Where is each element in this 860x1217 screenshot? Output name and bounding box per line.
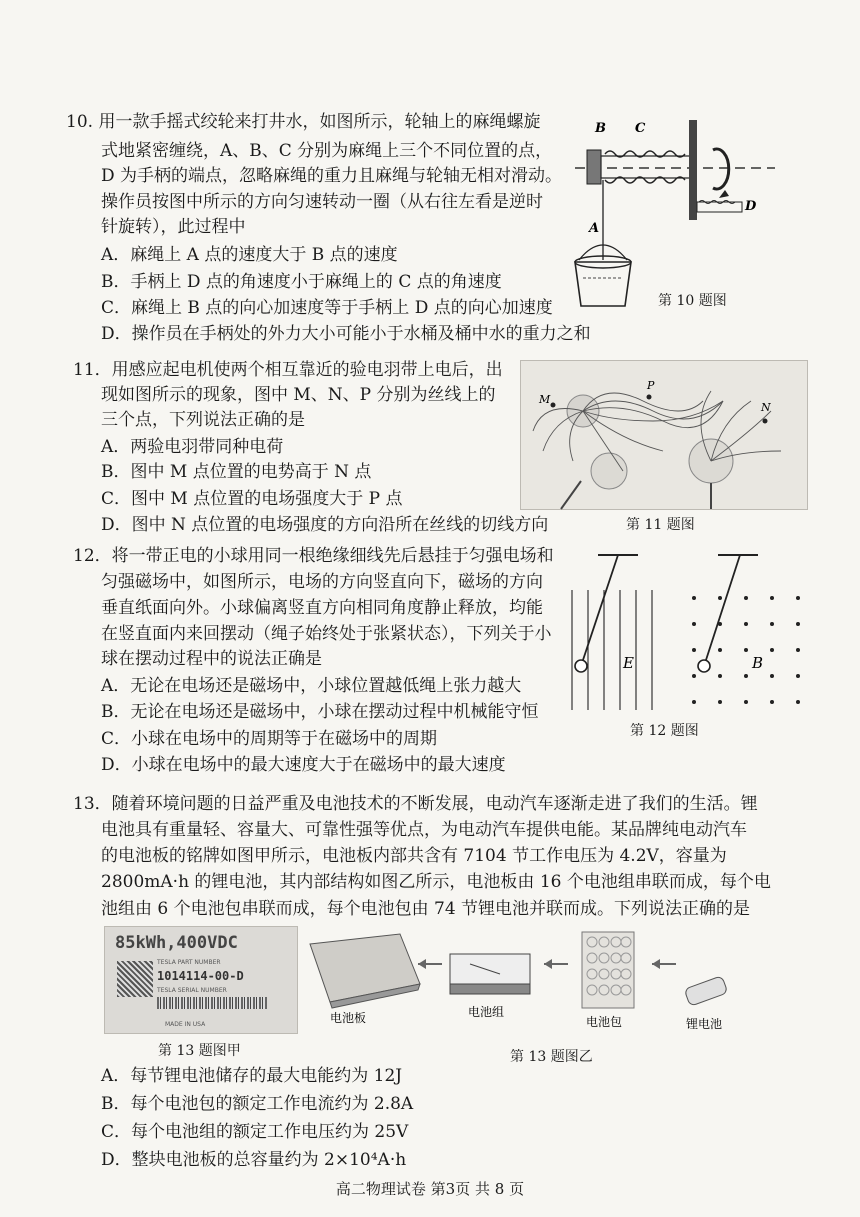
q10-option-c: C．麻绳上 B 点的向心加速度等于手柄上 D 点的向心加速度 [101, 298, 553, 318]
qr-code-icon [117, 961, 153, 997]
q11-option-b: B．图中 M 点位置的电势高于 N 点 [101, 462, 372, 482]
page-footer: 高二物理试卷 第3页 共 8 页 [335, 1180, 525, 1198]
q13-option-a: A．每节锂电池储存的最大电能约为 12J [101, 1066, 403, 1086]
nameplate-small-3: MADE IN USA [165, 1021, 206, 1028]
battery-structure-drawing [300, 924, 750, 1034]
label-battery-pack: 电池包 [586, 1015, 623, 1029]
q12-line: 垂直纸面向外。小球偏离竖直方向相同角度静止释放，均能 [101, 598, 543, 618]
feathers-photo [520, 360, 808, 510]
q11-line: 现如图所示的现象，图中 M、N、P 分别为丝线上的 [101, 385, 496, 405]
q13-line: 池组由 6 个电池包串联而成，每个电池包由 74 节锂电池并联而成。下列说法正确的是 [101, 899, 751, 919]
q12-line: 匀强磁场中，如图所示，电场的方向竖直向下，磁场的方向 [101, 572, 543, 592]
q12-option-c: C．小球在电场中的周期等于在磁场中的周期 [101, 729, 438, 749]
q10-line: D 为手柄的端点，忽略麻绳的重力且麻绳与轮轴无相对滑动。 [101, 166, 563, 186]
q12-option-b: B．无论在电场还是磁场中，小球在摆动过程中机械能守恒 [101, 702, 539, 722]
label-point-p: P [647, 379, 655, 392]
q10-line: 10. 用一款手摇式绞轮来打井水，如图所示，轮轴上的麻绳螺旋 [66, 112, 541, 132]
barcode-icon [157, 997, 267, 1009]
q12-line: 在竖直面内来回摆动（绳子始终处于张紧状态），下列关于小 [101, 624, 552, 644]
label-field-b: B [752, 654, 764, 672]
q11-caption: 第 11 题图 [626, 517, 695, 533]
label-field-e: E [623, 654, 634, 672]
q12-option-a: A．无论在电场还是磁场中，小球位置越低绳上张力越大 [101, 676, 522, 696]
q11-option-d: D．图中 N 点位置的电场强度的方向沿所在丝线的切线方向 [101, 515, 549, 535]
q13-line: 13．随着环境问题的日益严重及电池技术的不断发展，电动汽车逐渐走进了我们的生活。锂 [73, 794, 758, 814]
label-battery-board: 电池板 [330, 1011, 367, 1025]
label-point-c: C [635, 121, 646, 136]
q13-caption-b: 第 13 题图乙 [510, 1049, 593, 1065]
label-point-m: M [539, 393, 551, 406]
label-point-d: D [745, 199, 757, 214]
q10-option-b: B．手柄上 D 点的角速度小于麻绳上的 C 点的角速度 [101, 272, 502, 292]
q13-option-c: C．每个电池组的额定工作电压约为 25V [101, 1122, 409, 1142]
q10-caption: 第 10 题图 [658, 293, 727, 309]
label-battery-module: 电池组 [468, 1005, 505, 1019]
label-point-b: B [595, 121, 606, 136]
q10-line: 针旋转），此过程中 [101, 217, 246, 237]
q12-line: 球在摆动过程中的说法正确是 [101, 649, 322, 669]
label-point-a: A [589, 221, 600, 236]
label-point-n: N [761, 401, 771, 414]
nameplate-small-2: TESLA SERIAL NUMBER [157, 987, 227, 994]
q12-line: 12．将一带正电的小球用同一根绝缘细线先后悬挂于匀强电场和 [73, 546, 554, 566]
q11-option-c: C．图中 M 点位置的电场强度大于 P 点 [101, 489, 403, 509]
q11-line: 11．用感应起电机使两个相互靠近的验电羽带上电后，出 [73, 360, 503, 380]
pendulum-drawing [568, 550, 808, 710]
q10-line: 操作员按图中所示的方向匀速转动一圈（从右往左看是逆时 [101, 192, 543, 212]
label-lithium-cell: 锂电池 [686, 1017, 723, 1031]
q13-line: 2800mA·h 的锂电池，其内部结构如图乙所示，电池板由 16 个电池组串联而成，每个电 [101, 872, 771, 892]
q10-option-a: A．麻绳上 A 点的速度大于 B 点的速度 [101, 245, 398, 265]
q12-option-d: D．小球在电场中的最大速度大于在磁场中的最大速度 [101, 755, 506, 775]
q13-option-d: D．整块电池板的总容量约为 2×10⁴A·h [101, 1150, 407, 1170]
q11-option-a: A．两验电羽带同种电荷 [101, 437, 284, 457]
q13-line: 电池具有重量轻、容量大、可靠性强等优点，为电动汽车提供电能。某品牌纯电动汽车 [101, 820, 747, 840]
q13-option-b: B．每个电池包的额定工作电流约为 2.8A [101, 1094, 414, 1114]
nameplate-photo [104, 926, 298, 1034]
q12-caption: 第 12 题图 [630, 723, 699, 739]
q10-option-d: D．操作员在手柄处的外力大小可能小于水桶及桶中水的重力之和 [101, 324, 591, 344]
q13-line: 的电池板的铭牌如图甲所示，电池板内部共含有 7104 节工作电压为 4.2V，容量为 [101, 846, 727, 866]
nameplate-small-1: TESLA PART NUMBER [157, 959, 221, 966]
q13-caption-a: 第 13 题图甲 [158, 1043, 241, 1059]
nameplate-part-number: 1014114-00-D [157, 969, 244, 983]
q11-line: 三个点，下列说法正确的是 [101, 410, 305, 430]
q10-line: 式地紧密缠绕，A、B、C 分别为麻绳上三个不同位置的点， [101, 141, 553, 161]
nameplate-rating: 85kWh,400VDC [115, 933, 238, 953]
